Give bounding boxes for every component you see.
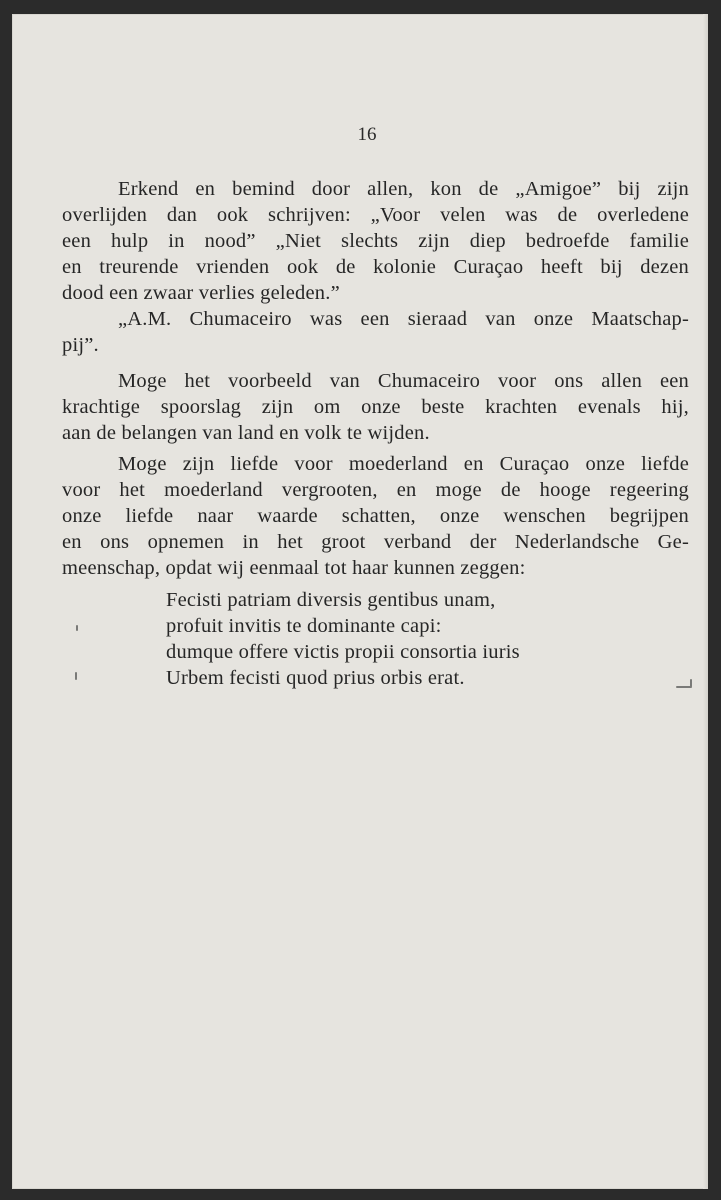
paragraph-line: pij”.: [62, 334, 99, 356]
latin-poem: [166, 587, 520, 691]
poem-line: profuit invitis te dominante capi:: [166, 615, 442, 637]
paragraph-line: een hulp in nood” „Niet slechts zijn diep bedroefde familie: [62, 230, 689, 252]
page-edge-shadow: [703, 14, 708, 1189]
paragraph-2: [62, 368, 689, 446]
paragraph-line: dood een zwaar verlies geleden.”: [62, 282, 340, 304]
paragraph-line: voor het moederland vergrooten, en moge de hooge regeering: [62, 479, 689, 501]
paragraph-line: aan de belangen van land en volk te wijden.: [62, 422, 430, 444]
paragraph-line: „A.M. Chumaceiro was een sieraad van onze Maatschap-: [118, 308, 689, 330]
poem-line: Urbem fecisti quod prius orbis erat.: [166, 667, 465, 689]
paragraph-line: en treurende vrienden ook de kolonie Curaçao heeft bij dezen: [62, 256, 689, 278]
poem-line: Fecisti patriam diversis gentibus unam,: [166, 589, 496, 611]
paragraph-line: krachtige spoorslag zijn om onze beste krachten evenals hij,: [62, 396, 689, 418]
paragraph-1: [62, 176, 689, 358]
scan-speck: [76, 625, 78, 631]
paragraph-line: Moge zijn liefde voor moederland en Curaçao onze liefde: [118, 453, 689, 475]
paragraph-line: en ons opnemen in het groot verband der Nederlandsche Ge-: [62, 531, 689, 553]
page-number: 16: [357, 124, 377, 145]
paragraph-line: meenschap, opdat wij eenmaal tot haar kunnen zeggen:: [62, 557, 526, 579]
paragraph-line: overlijden dan ook schrijven: „Voor velen was de overledene: [62, 204, 689, 226]
scan-speck: [690, 679, 692, 687]
poem-line: dumque offere victis propii consortia iuris: [166, 641, 520, 663]
paragraph-3: [62, 451, 689, 581]
paragraph-line: Erkend en bemind door allen, kon de „Amigoe” bij zijn: [118, 178, 689, 200]
scan-speck: [75, 672, 77, 680]
paragraph-line: onze liefde naar waarde schatten, onze wenschen begrijpen: [62, 505, 689, 527]
paragraph-line: Moge het voorbeeld van Chumaceiro voor ons allen een: [118, 370, 689, 392]
